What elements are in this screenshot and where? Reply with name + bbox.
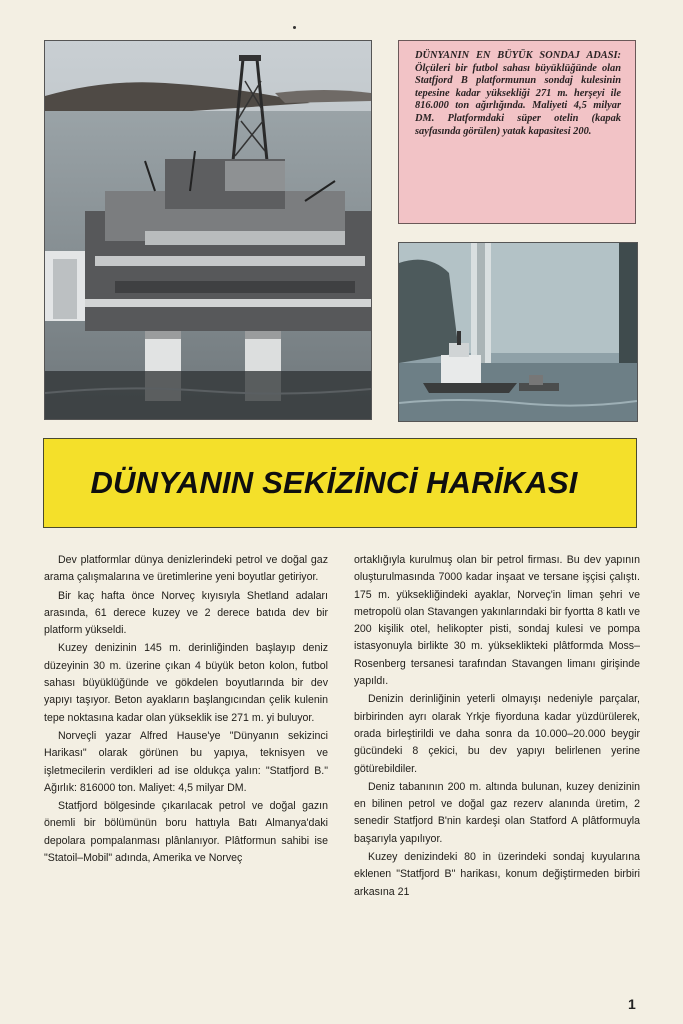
article-paragraph: Kuzey denizinin 145 m. derinliğinden başlayıp deniz düzeyinin 30 m. üzerine çıkan 4 büyük beton kolon, futbol sahası büyüklüğünde ve gökdelen boyutlarında bir dev yapıyı taşıyor. Beton ayakların başlangıcından çelik kulenin tepe noktasına kadar olan yükseklik ise 271 m. yi buluyor. <box>44 642 328 724</box>
article-paragraph: Dev platformlar dünya denizlerindeki petrol ve doğal gaz arama çalışmalarına ve üretimlerine yeni boyutlar getiriyor. <box>44 554 328 584</box>
print-dot <box>293 26 296 29</box>
article-paragraph: Kuzey denizindeki 80 in üzerindeki sondaj kuyularına eklenen "Statfjord B" harikası, konum değiştirmeden birbiri arkasına 21 <box>354 851 640 898</box>
article-paragraph: Statfjord bölgesinde çıkarılacak petrol ve doğal gazın önemli bir bölümünün boru hattıyla Batı Almanya'daki depolara pompalanması plânlanıyor. Plâtformun sahibi ise "Statoil–Mobil" adında, Amerika ve Norveç <box>44 800 328 865</box>
article-column-left <box>44 552 328 868</box>
headline-banner <box>43 438 637 528</box>
tugboat-platform-photo <box>398 242 638 422</box>
article-paragraph: Norveçli yazar Alfred Hause'ye "Dünyanın sekizinci Harikası" olarak görünen bu yapıya, teknisyen ve işletmecilerin verdikleri ad ise oldukça yalın: "Statfjord B." Ağırlık: 816000 ton. Maliyet: 4,5 milyar DM. <box>44 729 328 794</box>
photo-caption: DÜNYANIN EN BÜYÜK SONDAJ ADASI: Ölçüleri bir futbol sahası büyüklüğünde olan Statfjord B platformunun sondaj kulesinin tepesine kadar yüksekliği 271 m. herşeyi ile 816.000 ton ağırlığında. Maliyeti 4,5 milyar DM. Platformdaki süper otelin (kapak sayfasında görülen) yatak kapasitesi 200. <box>415 50 621 137</box>
article-paragraph: Bir kaç hafta önce Norveç kıyısıyla Shetland adaları arasında, 61 derece kuzey ve 2 derece batıda dev bir platform yükseldi. <box>44 589 328 637</box>
headline-title: DÜNYANIN SEKİZİNCİ HARİKASI <box>90 465 578 500</box>
article-paragraph: ortaklığıyla kurulmuş olan bir petrol firması. Bu dev yapının oluşturulmasında 7000 kadar inşaat ve tersane işçisi çalıştı. 175 m. yüksekliğindeki ayaklar, Norveç'in liman şehri ve metropolü olan Stavangen yakınlarındaki bir fyortta 8 katlı ve 200 kişilik otel, helikopter pisti, sondaj kulesi ve pompa istasyonuyla birlikte 30 m. yükseklikteki plâtformda Moss–Rosenberg tersanesi tarafından Stavangen limanı girişinde yapıldı. <box>354 554 640 688</box>
page-number: 1 <box>628 996 636 1012</box>
photo-caption-box <box>398 40 636 224</box>
offshore-platform-photo <box>44 40 372 420</box>
article-paragraph: Denizin derinliğinin yeterli olmayışı nedeniyle parçalar, birbirinden ayrı olarak Yrkje fiyorduna kadar yüzdürülerek, orada birleştirildi ve daha sonra da 10.000–20.000 beygir gücündeki 8 çekici, bu dev yapıyı belirlenen yerine götürebildiler. <box>354 693 640 775</box>
article-column-right <box>354 552 640 902</box>
article-paragraph: Deniz tabanının 200 m. altında bulunan, kuzey denizinin en bilinen petrol ve doğal gaz rezerv alanında üretim, 2 senedir Statfjord B'nin kardeşi olan Statford A plâtformuyla başarıyla yapılıyor. <box>354 780 640 845</box>
